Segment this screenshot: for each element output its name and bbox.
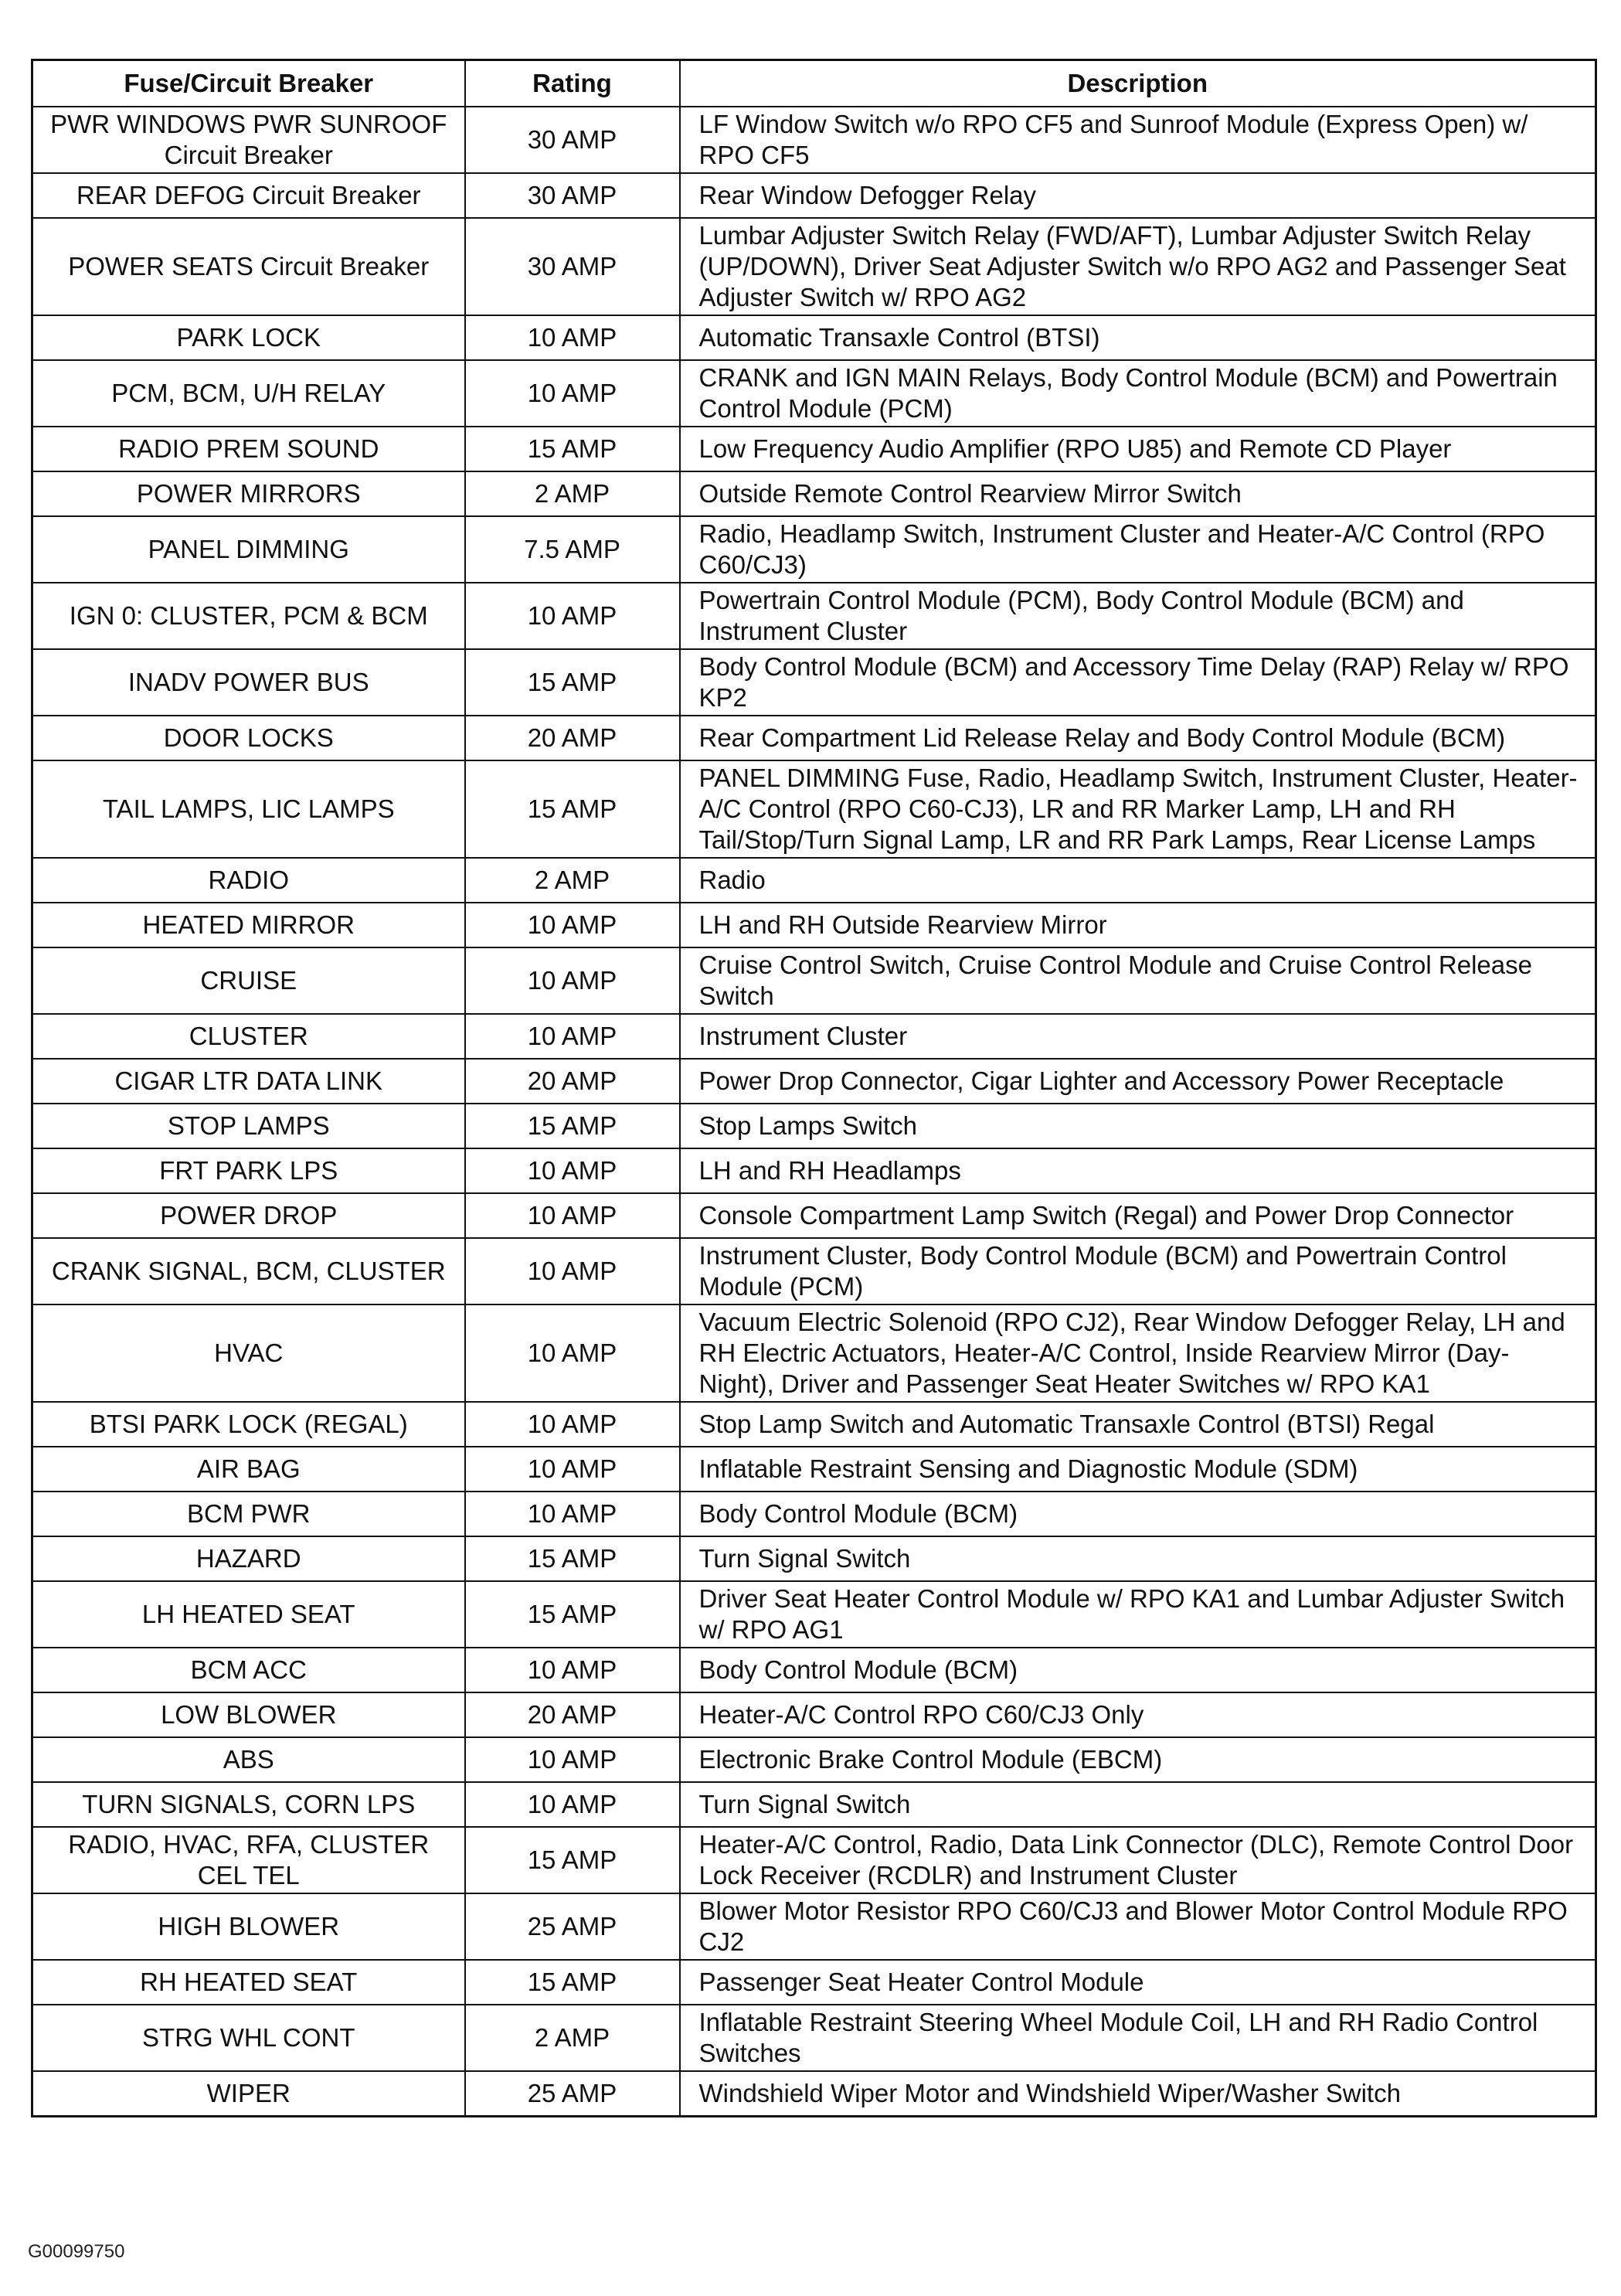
fuse-cell: LOW BLOWER [32, 1692, 465, 1737]
description-cell: PANEL DIMMING Fuse, Radio, Headlamp Switch, Instrument Cluster, Heater-A/C Control (RPO C60-CJ3), LR and RR Marker Lamp, LH and RH Tail/Stop/Turn Signal Lamp, LR and RR Park Lamps, Rear License Lamps [680, 760, 1596, 858]
rating-cell: 2 AMP [465, 2005, 680, 2071]
description-cell: LH and RH Headlamps [680, 1148, 1596, 1193]
description-cell: Turn Signal Switch [680, 1782, 1596, 1827]
description-cell: Low Frequency Audio Amplifier (RPO U85) and Remote CD Player [680, 427, 1596, 471]
fuse-cell: CRANK SIGNAL, BCM, CLUSTER [32, 1238, 465, 1304]
description-cell: Stop Lamp Switch and Automatic Transaxle Control (BTSI) Regal [680, 1402, 1596, 1447]
fuse-cell: IGN 0: CLUSTER, PCM & BCM [32, 583, 465, 649]
rating-cell: 10 AMP [465, 1014, 680, 1059]
table-row [32, 1536, 1596, 1581]
fuse-cell: PWR WINDOWS PWR SUNROOF Circuit Breaker [32, 107, 465, 173]
rating-cell: 10 AMP [465, 1193, 680, 1238]
rating-cell: 10 AMP [465, 1648, 680, 1692]
fuse-cell: POWER DROP [32, 1193, 465, 1238]
description-cell: Heater-A/C Control, Radio, Data Link Connector (DLC), Remote Control Door Lock Receiver (RCDLR) and Instrument Cluster [680, 1827, 1596, 1893]
table-row [32, 173, 1596, 218]
rating-cell: 10 AMP [465, 1447, 680, 1492]
fuse-cell: HIGH BLOWER [32, 1893, 465, 1960]
description-cell: Inflatable Restraint Sensing and Diagnostic Module (SDM) [680, 1447, 1596, 1492]
header-fuse: Fuse/Circuit Breaker [32, 60, 465, 107]
description-cell: Body Control Module (BCM) [680, 1648, 1596, 1692]
description-cell: Rear Window Defogger Relay [680, 173, 1596, 218]
description-cell: Automatic Transaxle Control (BTSI) [680, 315, 1596, 360]
table-row [32, 760, 1596, 858]
fuse-cell: HVAC [32, 1304, 465, 1402]
fuse-cell: INADV POWER BUS [32, 649, 465, 716]
description-cell: Passenger Seat Heater Control Module [680, 1960, 1596, 2005]
fuse-cell: AIR BAG [32, 1447, 465, 1492]
rating-cell: 10 AMP [465, 1737, 680, 1782]
description-cell: Body Control Module (BCM) [680, 1492, 1596, 1536]
table-body [32, 107, 1596, 2117]
table-row [32, 583, 1596, 649]
table-row [32, 360, 1596, 427]
fuse-cell: POWER MIRRORS [32, 471, 465, 516]
fuse-cell: REAR DEFOG Circuit Breaker [32, 173, 465, 218]
table-row [32, 1782, 1596, 1827]
description-cell: Blower Motor Resistor RPO C60/CJ3 and Blower Motor Control Module RPO CJ2 [680, 1893, 1596, 1960]
description-cell: Instrument Cluster [680, 1014, 1596, 1059]
table-row [32, 1304, 1596, 1402]
description-cell: Rear Compartment Lid Release Relay and Body Control Module (BCM) [680, 716, 1596, 760]
rating-cell: 15 AMP [465, 1536, 680, 1581]
table-row [32, 1492, 1596, 1536]
fuse-cell: BCM PWR [32, 1492, 465, 1536]
description-cell: Heater-A/C Control RPO C60/CJ3 Only [680, 1692, 1596, 1737]
fuse-cell: TURN SIGNALS, CORN LPS [32, 1782, 465, 1827]
description-cell: Instrument Cluster, Body Control Module (BCM) and Powertrain Control Module (PCM) [680, 1238, 1596, 1304]
description-cell: Windshield Wiper Motor and Windshield Wiper/Washer Switch [680, 2071, 1596, 2117]
rating-cell: 30 AMP [465, 173, 680, 218]
table-row [32, 1238, 1596, 1304]
rating-cell: 15 AMP [465, 649, 680, 716]
rating-cell: 10 AMP [465, 315, 680, 360]
fuse-cell: PARK LOCK [32, 315, 465, 360]
fuse-cell: CRUISE [32, 947, 465, 1014]
fuse-cell: POWER SEATS Circuit Breaker [32, 218, 465, 315]
rating-cell: 10 AMP [465, 360, 680, 427]
fuse-cell: PCM, BCM, U/H RELAY [32, 360, 465, 427]
table-row [32, 427, 1596, 471]
table-row [32, 516, 1596, 583]
table-row [32, 716, 1596, 760]
fuse-cell: STOP LAMPS [32, 1104, 465, 1148]
rating-cell: 15 AMP [465, 1960, 680, 2005]
fuse-cell: HEATED MIRROR [32, 903, 465, 947]
fuse-cell: CLUSTER [32, 1014, 465, 1059]
description-cell: Powertrain Control Module (PCM), Body Control Module (BCM) and Instrument Cluster [680, 583, 1596, 649]
description-cell: Electronic Brake Control Module (EBCM) [680, 1737, 1596, 1782]
header-row [32, 60, 1596, 107]
table-row [32, 1014, 1596, 1059]
rating-cell: 30 AMP [465, 107, 680, 173]
fuse-cell: TAIL LAMPS, LIC LAMPS [32, 760, 465, 858]
table-row [32, 947, 1596, 1014]
table-row [32, 2071, 1596, 2117]
description-cell: LH and RH Outside Rearview Mirror [680, 903, 1596, 947]
description-cell: Lumbar Adjuster Switch Relay (FWD/AFT), Lumbar Adjuster Switch Relay (UP/DOWN), Driver Seat Adjuster Switch w/o RPO AG2 and Passenger Seat Adjuster Switch w/ RPO AG2 [680, 218, 1596, 315]
table-row [32, 1737, 1596, 1782]
table-row [32, 2005, 1596, 2071]
fuse-table [31, 59, 1597, 2117]
table-row [32, 1960, 1596, 2005]
table-row [32, 471, 1596, 516]
description-cell: Power Drop Connector, Cigar Lighter and Accessory Power Receptacle [680, 1059, 1596, 1104]
rating-cell: 10 AMP [465, 583, 680, 649]
rating-cell: 10 AMP [465, 1492, 680, 1536]
rating-cell: 15 AMP [465, 1581, 680, 1648]
fuse-cell: BCM ACC [32, 1648, 465, 1692]
fuse-cell: WIPER [32, 2071, 465, 2117]
table-row [32, 1059, 1596, 1104]
rating-cell: 25 AMP [465, 1893, 680, 1960]
rating-cell: 30 AMP [465, 218, 680, 315]
fuse-cell: STRG WHL CONT [32, 2005, 465, 2071]
fuse-cell: RADIO, HVAC, RFA, CLUSTER CEL TEL [32, 1827, 465, 1893]
rating-cell: 10 AMP [465, 1402, 680, 1447]
table-row [32, 1447, 1596, 1492]
table-row [32, 1402, 1596, 1447]
table-row [32, 649, 1596, 716]
figure-id: G00099750 [28, 2241, 125, 2262]
table-row [32, 1193, 1596, 1238]
description-cell: LF Window Switch w/o RPO CF5 and Sunroof Module (Express Open) w/ RPO CF5 [680, 107, 1596, 173]
table-row [32, 1581, 1596, 1648]
description-cell: Stop Lamps Switch [680, 1104, 1596, 1148]
rating-cell: 15 AMP [465, 1104, 680, 1148]
description-cell: Radio [680, 858, 1596, 903]
table-row [32, 1893, 1596, 1960]
rating-cell: 7.5 AMP [465, 516, 680, 583]
description-cell: Cruise Control Switch, Cruise Control Module and Cruise Control Release Switch [680, 947, 1596, 1014]
description-cell: Outside Remote Control Rearview Mirror Switch [680, 471, 1596, 516]
table-row [32, 1148, 1596, 1193]
rating-cell: 10 AMP [465, 1148, 680, 1193]
rating-cell: 15 AMP [465, 760, 680, 858]
description-cell: Vacuum Electric Solenoid (RPO CJ2), Rear Window Defogger Relay, LH and RH Electric Actuators, Heater-A/C Control, Inside Rearview Mirror (Day-Night), Driver and Passenger Seat Heater Switches w/ RPO KA1 [680, 1304, 1596, 1402]
header-description: Description [680, 60, 1596, 107]
table-row [32, 903, 1596, 947]
description-cell: Driver Seat Heater Control Module w/ RPO KA1 and Lumbar Adjuster Switch w/ RPO AG1 [680, 1581, 1596, 1648]
table-row [32, 218, 1596, 315]
description-cell: Radio, Headlamp Switch, Instrument Cluster and Heater-A/C Control (RPO C60/CJ3) [680, 516, 1596, 583]
rating-cell: 2 AMP [465, 858, 680, 903]
rating-cell: 10 AMP [465, 1782, 680, 1827]
table-row [32, 107, 1596, 173]
table-row [32, 1104, 1596, 1148]
rating-cell: 25 AMP [465, 2071, 680, 2117]
rating-cell: 20 AMP [465, 1692, 680, 1737]
description-cell: Console Compartment Lamp Switch (Regal) and Power Drop Connector [680, 1193, 1596, 1238]
rating-cell: 15 AMP [465, 1827, 680, 1893]
description-cell: CRANK and IGN MAIN Relays, Body Control Module (BCM) and Powertrain Control Module (PCM) [680, 360, 1596, 427]
fuse-cell: PANEL DIMMING [32, 516, 465, 583]
fuse-cell: HAZARD [32, 1536, 465, 1581]
fuse-cell: RADIO [32, 858, 465, 903]
description-cell: Turn Signal Switch [680, 1536, 1596, 1581]
table-row [32, 1827, 1596, 1893]
fuse-cell: BTSI PARK LOCK (REGAL) [32, 1402, 465, 1447]
fuse-cell: CIGAR LTR DATA LINK [32, 1059, 465, 1104]
rating-cell: 10 AMP [465, 947, 680, 1014]
description-cell: Inflatable Restraint Steering Wheel Module Coil, LH and RH Radio Control Switches [680, 2005, 1596, 2071]
rating-cell: 20 AMP [465, 1059, 680, 1104]
description-cell: Body Control Module (BCM) and Accessory Time Delay (RAP) Relay w/ RPO KP2 [680, 649, 1596, 716]
table-row [32, 858, 1596, 903]
fuse-cell: RADIO PREM SOUND [32, 427, 465, 471]
rating-cell: 10 AMP [465, 1238, 680, 1304]
table-row [32, 1648, 1596, 1692]
table-row [32, 315, 1596, 360]
fuse-cell: DOOR LOCKS [32, 716, 465, 760]
rating-cell: 15 AMP [465, 427, 680, 471]
fuse-cell: LH HEATED SEAT [32, 1581, 465, 1648]
rating-cell: 10 AMP [465, 903, 680, 947]
rating-cell: 2 AMP [465, 471, 680, 516]
fuse-cell: ABS [32, 1737, 465, 1782]
header-rating: Rating [465, 60, 680, 107]
rating-cell: 20 AMP [465, 716, 680, 760]
table-row [32, 1692, 1596, 1737]
fuse-cell: FRT PARK LPS [32, 1148, 465, 1193]
rating-cell: 10 AMP [465, 1304, 680, 1402]
fuse-cell: RH HEATED SEAT [32, 1960, 465, 2005]
